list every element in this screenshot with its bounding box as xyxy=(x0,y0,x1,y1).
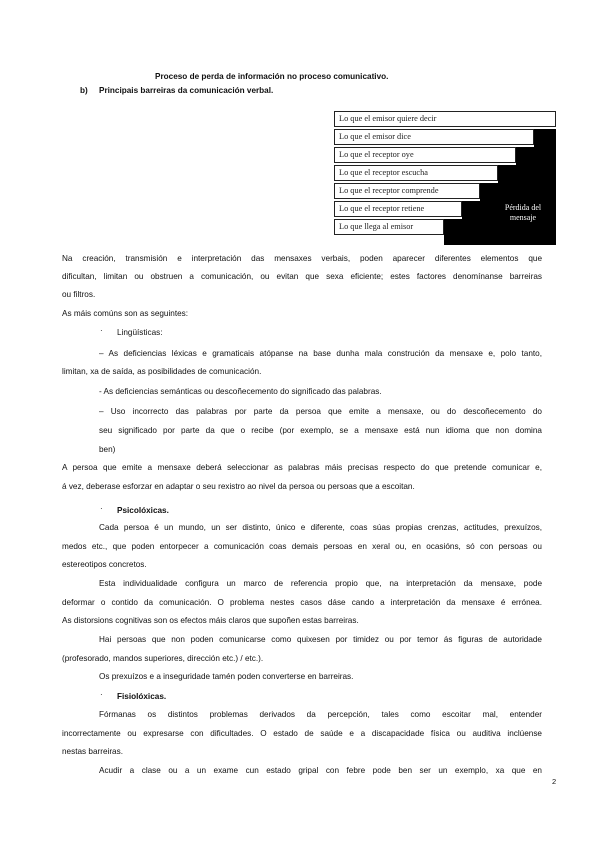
common-lead: As máis comúns son as seguintes: xyxy=(62,309,189,318)
psychological-line-1: Cada persoa é un mundo, un ser distinto, único e diferente, coas súas propias crenzas, actitudes, prexuízos, xyxy=(99,523,542,532)
linguistic-line-5: seu significado por parte da que o recibe (por exemplo, se a mensaxe está nun idioma que non domina xyxy=(99,426,542,435)
diagram-row-1: Lo que el emisor quiere decir xyxy=(334,111,556,127)
linguistic-line-1: – As deficiencias léxicas e gramaticais atópanse na base dunha mala construción da mensaxe e, polo tanto, xyxy=(99,349,542,358)
diagram-row-5: Lo que el receptor comprende xyxy=(334,183,480,199)
linguistic-line-4: – Uso incorrecto das palabras por parte da persoa que emite a mensaxe, ou do descoñecemento do xyxy=(99,407,542,416)
diagram-row-4: Lo que el receptor escucha xyxy=(334,165,498,181)
psychological-line-6: As distorsions cognitivas son os efectos máis claros que supoñen estas barreiras. xyxy=(62,616,359,625)
linguistic-heading: Lingüísticas: xyxy=(117,328,163,337)
psychological-line-9: Os prexuízos e a inseguridade tamén poden converterse en barreiras. xyxy=(99,672,354,681)
psychological-line-8: (profesorado, mandos superiores, dirección etc.) / etc.). xyxy=(62,654,264,663)
physiological-line-4: Acudir a clase ou a un exame cun estado gripal con febre pode ben ser un exemplo, xa que en xyxy=(99,766,542,775)
linguistic-line-2: limitan, xa de saída, as posibilidades de comunicación. xyxy=(62,367,262,376)
physiological-line-2: incorrectamente ou expresarse con dificultades. O estado de saúde e a discapacidade física ou auditiva inclúense xyxy=(62,729,542,738)
bullet-marker: · xyxy=(100,504,103,513)
diagram-row-7: Lo que llega al emisor xyxy=(334,219,444,235)
diagram-row-3: Lo que el receptor oye xyxy=(334,147,516,163)
loss-label: Pérdida del mensaje xyxy=(504,203,542,222)
intro-line-3: ou filtros. xyxy=(62,290,96,299)
section-marker: b) xyxy=(80,86,88,95)
bullet-marker: · xyxy=(100,326,103,335)
psychological-line-3: estereotipos concretos. xyxy=(62,560,147,569)
intro-line-2: dificultan, limitan ou obstruen a comunicación, ou evitan que sexa eficiente; estes factores denomínanse barreiras xyxy=(62,272,542,281)
linguistic-line-6: ben) xyxy=(99,445,116,454)
psychological-line-5: deformar o contido da comunicación. O problema nestes casos dáse cando a interpretación da mensaxe é errónea. xyxy=(62,598,542,607)
physiological-heading: Fisiolóxicas. xyxy=(117,692,167,701)
linguistic-line-8: á vez, deberase esforzar en adaptar o seu rexistro ao nivel da persoa ou persoas que a escoitan. xyxy=(62,482,415,491)
psychological-line-4: Esta individualidade configura un marco de referencia propio que, na interpretación da mensaxe, pode xyxy=(99,579,542,588)
diagram-row-6: Lo que el receptor retiene xyxy=(334,201,462,217)
psychological-line-7: Hai persoas que non poden comunicarse como quixesen por timidez ou por temor ás figuras de autoridade xyxy=(99,635,542,644)
figure-caption: Proceso de perda de información no proceso comunicativo. xyxy=(155,72,389,81)
psychological-heading: Psicolóxicas. xyxy=(117,506,169,515)
bullet-marker: · xyxy=(100,690,103,699)
diagram-row-2: Lo que el emisor dice xyxy=(334,129,534,145)
physiological-line-1: Fórmanas os distintos problemas derivados da percepción, tales como escoitar mal, entender xyxy=(99,710,542,719)
intro-line-1: Na creación, transmisión e interpretación das mensaxes verbais, poden aparecer diferentes elementos que xyxy=(62,254,542,263)
page-number: 2 xyxy=(552,777,557,786)
linguistic-line-3: - As deficiencias semánticas ou descoñecemento do significado das palabras. xyxy=(99,387,382,396)
linguistic-line-7: A persoa que emite a mensaxe deberá seleccionar as palabras máis precisas respecto do que pretende comunicar e, xyxy=(62,463,542,472)
psychological-line-2: medos etc., que poden entorpecer a comunicación coas demais persoas en xeral ou, en ocasións, só con persoas ou xyxy=(62,542,542,551)
communication-loss-diagram xyxy=(334,111,556,245)
physiological-line-3: nestas barreiras. xyxy=(62,747,123,756)
section-title: Principais barreiras da comunicación verbal. xyxy=(99,86,274,95)
